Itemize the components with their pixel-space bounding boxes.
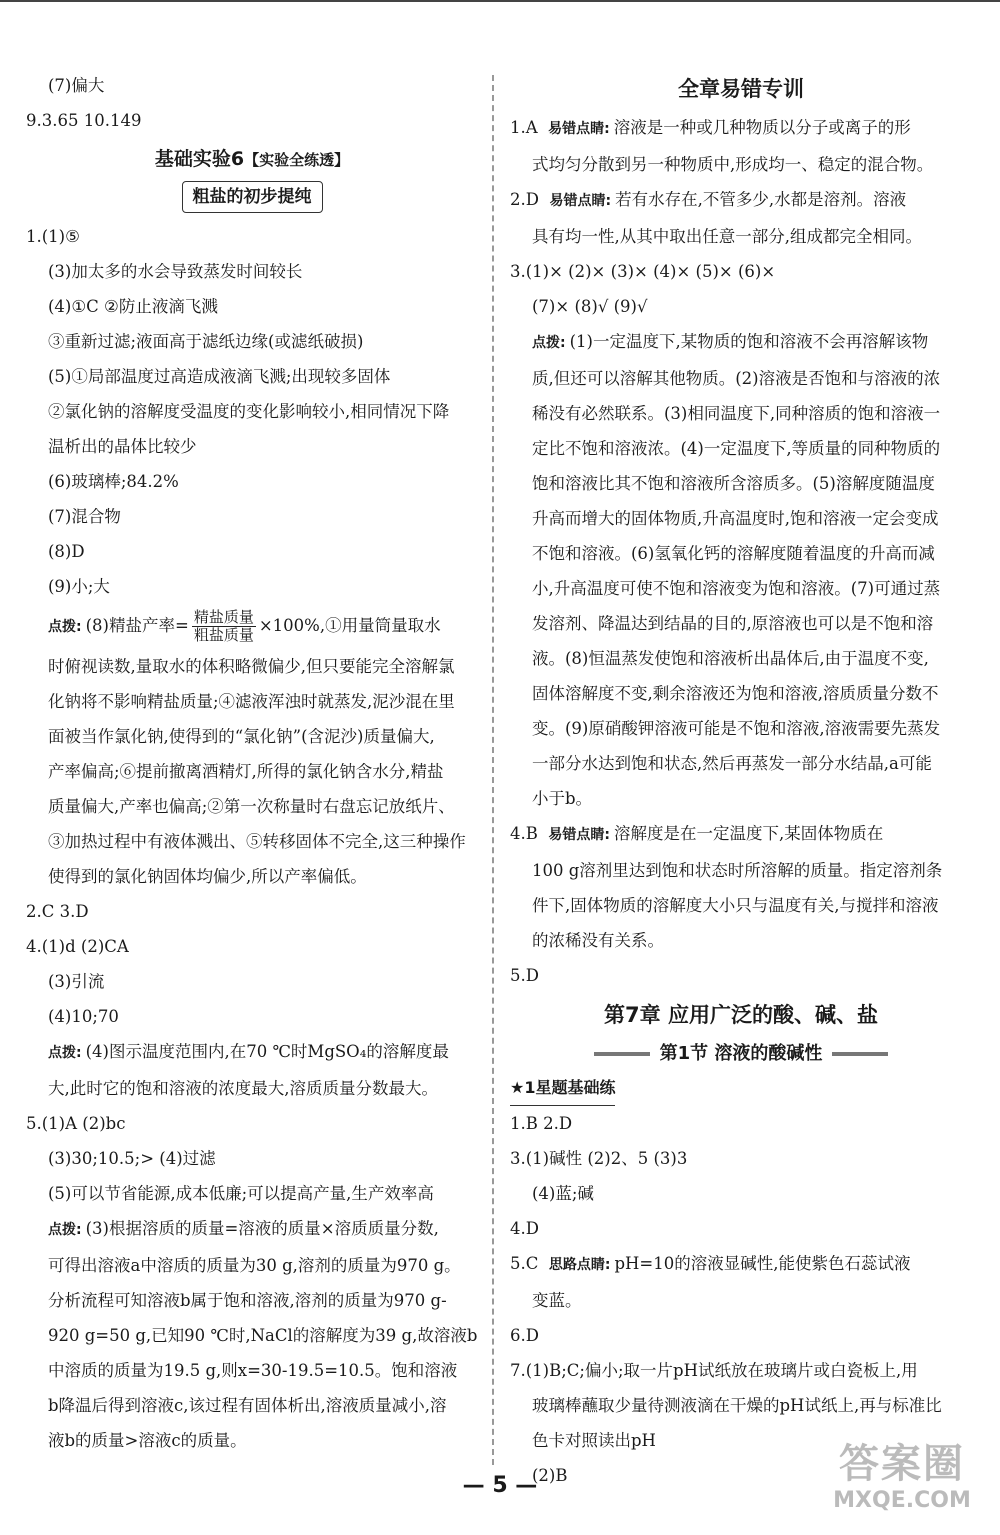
answer-key: 4.B bbox=[510, 824, 538, 843]
tip-line: 变。(9)原硝酸钾溶液可能是不饱和溶液,溶液需要先蒸发 bbox=[532, 719, 941, 738]
answer-line: (3)30;10.5;> (4)过滤 bbox=[48, 1149, 216, 1168]
answer-line bbox=[510, 816, 972, 853]
tip-line: 小,升高温度可使不饱和溶液变为饱和溶液。(7)可通过蒸 bbox=[532, 579, 941, 598]
top-rule bbox=[0, 0, 1000, 2]
answer-line: 1.(1)⑤ bbox=[26, 227, 80, 246]
tip-label: 易错点睛: bbox=[548, 121, 610, 137]
tip-label: 点拨: bbox=[48, 1045, 82, 1061]
tip-text: pH=10的溶液显碱性,能使紫色石蕊试液 bbox=[614, 1254, 911, 1273]
tip-formula-line bbox=[26, 604, 478, 649]
tip-label: 点拨: bbox=[532, 335, 566, 351]
answer-line: (2)B bbox=[532, 1466, 568, 1485]
tip-line: 产率偏高;⑥提前撤离酒精灯,所得的氯化钠含水分,精盐 bbox=[48, 762, 444, 781]
tip-line: 升高而增大的固体物质,升高温度时,饱和溶液一定会变成 bbox=[532, 509, 939, 528]
section-title: 全章易错专训 bbox=[678, 77, 804, 101]
answer-key: 2.D bbox=[510, 190, 539, 209]
heading-bar-right bbox=[832, 1052, 888, 1056]
tip-text: 溶液是一种或几种物质以分子或离子的形 bbox=[613, 118, 911, 137]
tip-line: 化钠将不影响精盐质量;④滤液浑浊时就蒸发,泥沙混在里 bbox=[48, 692, 455, 711]
fraction-numerator: 精盐质量 bbox=[193, 608, 254, 626]
star-level-heading: ★1星题基础练 bbox=[510, 1071, 615, 1106]
tip-line: 饱和溶液比其不饱和溶液所含溶质多。(5)溶解度随温度 bbox=[532, 474, 935, 493]
answer-line: 玻璃棒蘸取少量待测液滴在干燥的pH试纸上,再与标准比 bbox=[532, 1396, 942, 1415]
tip-line: 液。(8)恒温蒸发使饱和溶液析出晶体后,由于温度不变, bbox=[532, 649, 929, 668]
answer-line: 9.3.65 10.149 bbox=[26, 111, 142, 130]
tip-line bbox=[26, 1034, 478, 1071]
answer-line: 6.D bbox=[510, 1326, 539, 1345]
answer-line: (3)引流 bbox=[48, 972, 105, 991]
answer-line: 色卡对照读出pH bbox=[532, 1431, 656, 1450]
tip-line: 一部分水达到饱和状态,然后再蒸发一部分水结晶,a可能 bbox=[532, 754, 932, 773]
answer-line: (5)①局部温度过高造成液滴飞溅;出现较多固体 bbox=[48, 367, 391, 386]
topic-box: 粗盐的初步提纯 bbox=[182, 181, 323, 213]
answer-line: 7.(1)B;C;偏小;取一片pH试纸放在玻璃片或白瓷板上,用 bbox=[510, 1361, 918, 1380]
right-column bbox=[510, 68, 972, 1493]
tip-label: 点拨: bbox=[48, 1222, 82, 1238]
answer-line: ③重新过滤;液面高于滤纸边缘(或滤纸破损) bbox=[48, 332, 364, 351]
tip-label: 易错点睛: bbox=[548, 827, 610, 843]
tip-line: ③加热过程中有液体溅出、⑤转移固体不完全,这三种操作 bbox=[48, 832, 466, 851]
tip-text: (1)一定温度下,某物质的饱和溶液不会再溶解该物 bbox=[569, 332, 929, 351]
tip-text: (3)根据溶质的质量=溶液的质量×溶质质量分数, bbox=[85, 1219, 439, 1238]
answer-line: (3)加太多的水会导致蒸发时间较长 bbox=[48, 262, 303, 281]
tip-line: 面被当作氯化钠,使得到的“氯化钠”(含泥沙)质量偏大, bbox=[48, 727, 435, 746]
fraction-denominator: 粗盐质量 bbox=[193, 626, 254, 644]
page-number: — 5 — bbox=[462, 1473, 538, 1498]
section-title-main: 基础实验6 bbox=[154, 148, 245, 170]
formula-pre: (8)精盐产率= bbox=[85, 616, 189, 635]
formula-post: ×100%,①用量筒量取水 bbox=[258, 616, 441, 635]
tip-line: 式均匀分散到另一种物质中,形成均一、稳定的混合物。 bbox=[532, 155, 934, 174]
chapter-title: 第7章 应用广泛的酸、碱、盐 bbox=[604, 1003, 878, 1027]
answer-line: 4.D bbox=[510, 1219, 539, 1238]
tip-text: 溶解度是在一定温度下,某固体物质在 bbox=[613, 824, 884, 843]
tip-line: 具有均一性,从其中取出任意一部分,组成都完全相同。 bbox=[532, 227, 922, 246]
tip-line: 液b的质量>溶液c的质量。 bbox=[48, 1431, 247, 1450]
tip-label: 思路点睛: bbox=[548, 1257, 611, 1273]
answer-line: (4)①C ②防止液滴飞溅 bbox=[48, 297, 218, 316]
tip-label: 易错点睛: bbox=[549, 193, 612, 209]
tip-line: 质,但还可以溶解其他物质。(2)溶液是否饱和与溶液的浓 bbox=[532, 369, 941, 388]
section-heading bbox=[510, 1037, 972, 1071]
answer-line: 1.B 2.D bbox=[510, 1114, 573, 1133]
tip-line: 100 g溶剂里达到饱和状态时所溶解的质量。指定溶剂条 bbox=[532, 861, 943, 880]
answer-line: 5.(1)A (2)bc bbox=[26, 1114, 126, 1133]
tip-line: 中溶质的质量为19.5 g,则x=30-19.5=10.5。饱和溶液 bbox=[48, 1361, 458, 1380]
section-title bbox=[26, 138, 478, 181]
section-title-sub: 【实验全练透】 bbox=[244, 151, 350, 169]
tip-line: 使得到的氯化钠固体均偏少,所以产率偏低。 bbox=[48, 867, 367, 886]
watermark-logo bbox=[822, 1440, 982, 1522]
tip-line bbox=[510, 324, 972, 361]
column-divider bbox=[492, 75, 494, 1465]
answer-line bbox=[510, 182, 972, 219]
answer-line: ②氯化钠的溶解度受温度的变化影响较小,相同情况下降 bbox=[48, 402, 450, 421]
answer-line bbox=[510, 110, 972, 147]
answer-line: 3.(1)× (2)× (3)× (4)× (5)× (6)× bbox=[510, 262, 776, 281]
watermark-main: 答案圈 bbox=[839, 1441, 965, 1487]
tip-line: 大,此时它的饱和溶液的浓度最大,溶质质量分数最大。 bbox=[48, 1079, 438, 1098]
tip-line: 件下,固体物质的溶解度大小只与温度有关,与搅拌和溶液 bbox=[532, 896, 939, 915]
fraction bbox=[192, 609, 256, 644]
answer-line: 3.(1)碱性 (2)2、5 (3)3 bbox=[510, 1149, 688, 1168]
tip-line: 固体溶解度不变,剩余溶液还为饱和溶液,溶质质量分数不 bbox=[532, 684, 939, 703]
tip-line: 分析流程可知溶液b属于饱和溶液,溶剂的质量为970 g- bbox=[48, 1291, 447, 1310]
tip-line: 时俯视读数,量取水的体积略微偏少,但只要能完全溶解氯 bbox=[48, 657, 455, 676]
tip-line: 发溶剂、降温达到结晶的目的,原溶液也可以是不饱和溶 bbox=[532, 614, 934, 633]
answer-line: (7)混合物 bbox=[48, 507, 121, 526]
answer-key: 5.C bbox=[510, 1254, 539, 1273]
tip-line: 质量偏大,产率也偏高;②第一次称量时右盘忘记放纸片、 bbox=[48, 797, 455, 816]
answer-line: (4)蓝;碱 bbox=[532, 1184, 594, 1203]
answer-key: 1.A bbox=[510, 118, 538, 137]
tip-line: b降温后得到溶液c,该过程有固体析出,溶液质量减小,溶 bbox=[48, 1396, 447, 1415]
tip-line: 变蓝。 bbox=[532, 1291, 582, 1310]
tip-line: 的浓稀没有关系。 bbox=[532, 931, 664, 950]
answer-line: (4)10;70 bbox=[48, 1007, 119, 1026]
answer-line: (7)偏大 bbox=[48, 76, 105, 95]
left-column bbox=[26, 68, 478, 1458]
watermark-sub: MXQE.COM bbox=[833, 1488, 971, 1513]
tip-label: 点拨: bbox=[48, 619, 82, 635]
tip-line bbox=[26, 1211, 478, 1248]
heading-bar-left bbox=[594, 1052, 650, 1056]
answer-line: (7)× (8)√ (9)√ bbox=[532, 297, 648, 316]
tip-line: 920 g=50 g,已知90 ℃时,NaCl的溶解度为39 g,故溶液b bbox=[48, 1326, 478, 1345]
tip-line: 可得出溶液a中溶质的质量为30 g,溶剂的质量为970 g。 bbox=[48, 1256, 461, 1275]
tip-text: (4)图示温度范围内,在70 ℃时MgSO₄的溶解度最 bbox=[85, 1042, 449, 1061]
answer-line: (5)可以节省能源,成本低廉;可以提高产量,生产效率高 bbox=[48, 1184, 434, 1203]
answer-line: (8)D bbox=[48, 542, 85, 561]
answer-line: 温析出的晶体比较少 bbox=[48, 437, 197, 456]
answer-line: 5.D bbox=[510, 966, 539, 985]
answer-line: 2.C 3.D bbox=[26, 902, 89, 921]
answer-line: 4.(1)d (2)CA bbox=[26, 937, 129, 956]
tip-text: 若有水存在,不管多少,水都是溶剂。溶液 bbox=[615, 190, 907, 209]
tip-line: 小于b。 bbox=[532, 789, 593, 808]
section-heading-text: 第1节 溶液的酸碱性 bbox=[659, 1043, 823, 1064]
answer-line bbox=[510, 1246, 972, 1283]
tip-line: 不饱和溶液。(6)氢氧化钙的溶解度随着温度的升高而减 bbox=[532, 544, 935, 563]
answer-line: (6)玻璃棒;84.2% bbox=[48, 472, 179, 491]
tip-line: 稀没有必然联系。(3)相同温度下,同种溶质的饱和溶液一 bbox=[532, 404, 941, 423]
answer-line: (9)小;大 bbox=[48, 577, 110, 596]
tip-line: 定比不饱和溶液浓。(4)一定温度下,等质量的同种物质的 bbox=[532, 439, 941, 458]
